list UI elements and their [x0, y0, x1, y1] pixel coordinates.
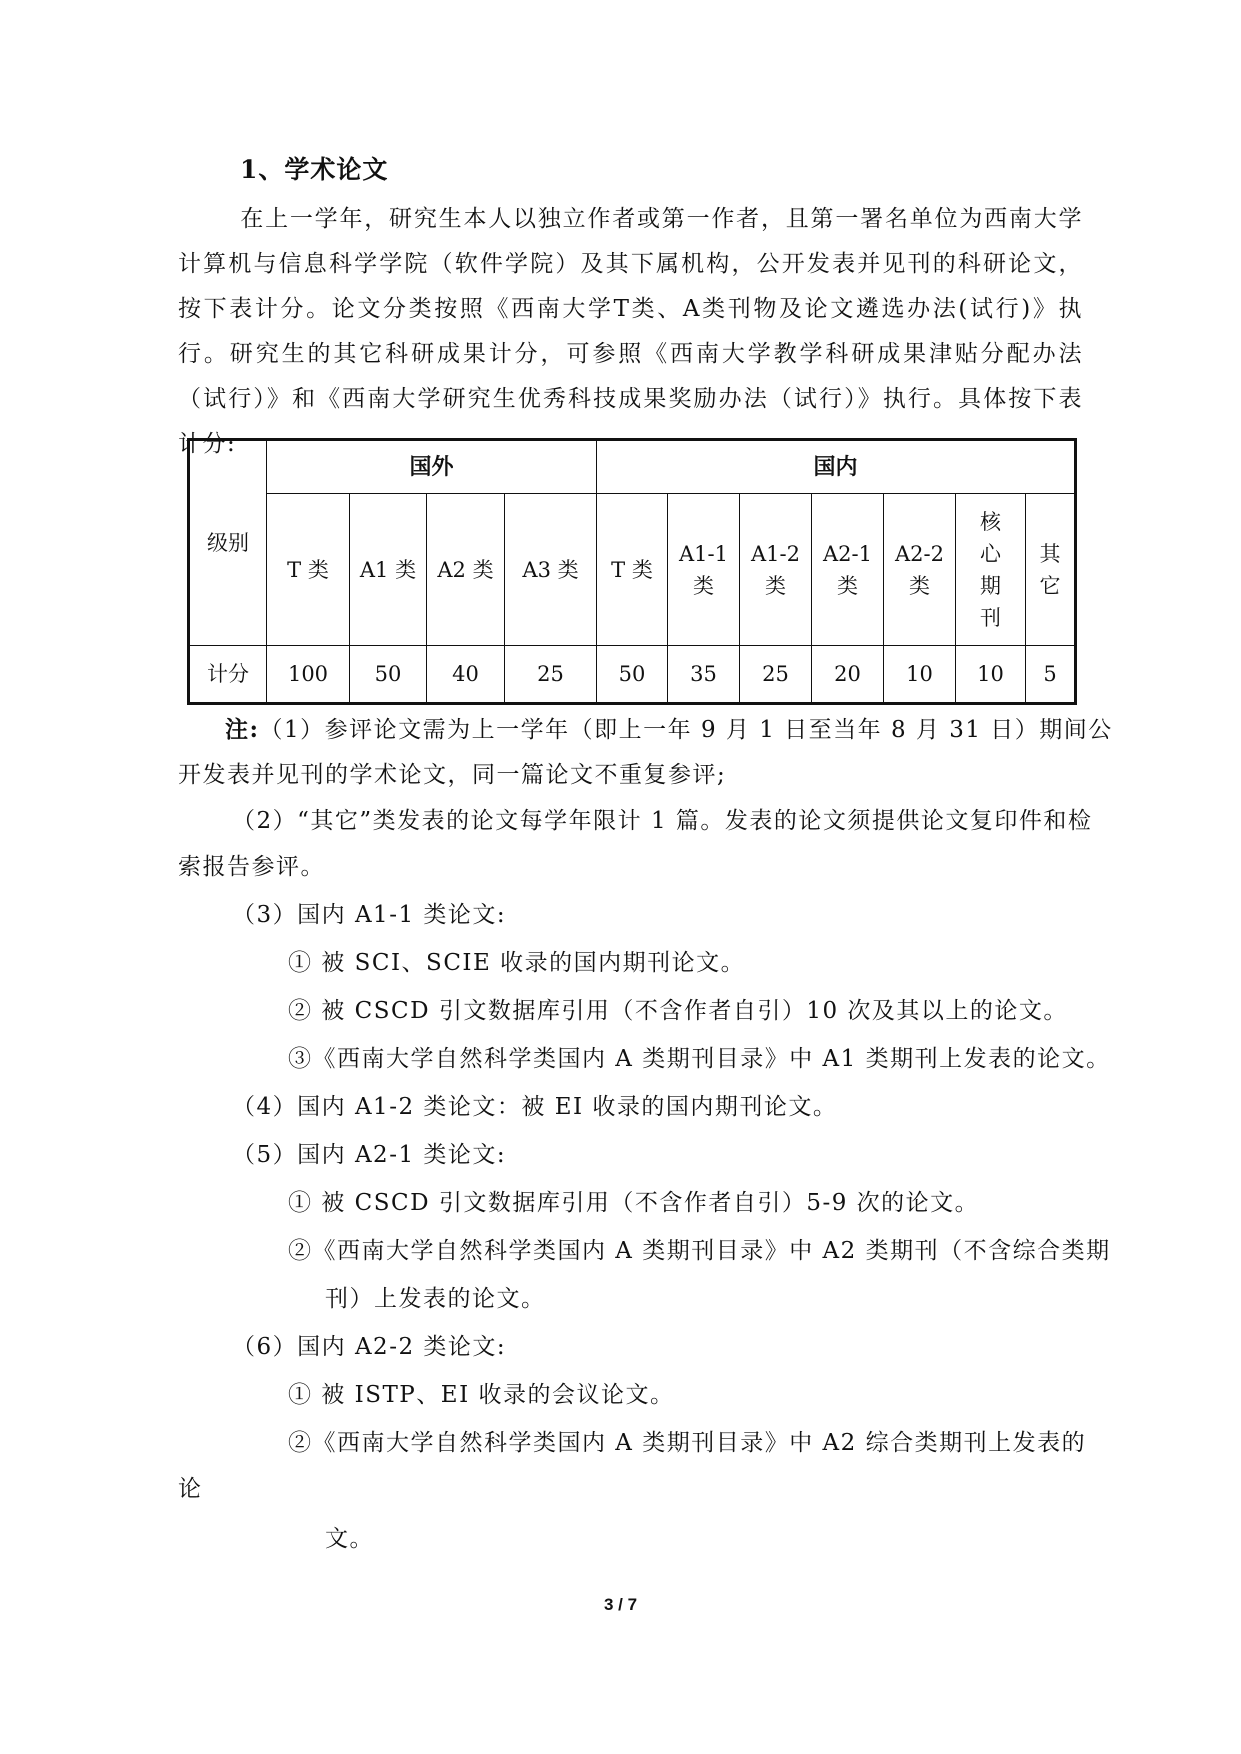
note-5-item-b: ②《西南大学自然科学类国内 A 类期刊目录》中 A2 类期刊（不含综合类期 — [288, 1238, 1111, 1264]
note-3-item-c: ③《西南大学自然科学类国内 A 类期刊目录》中 A1 类期刊上发表的论文。 — [288, 1046, 1111, 1072]
note-1-cont: 开发表并见刊的学术论文，同一篇论文不重复参评; — [178, 762, 727, 788]
table-score-cell: 25 — [740, 646, 812, 704]
note-6: （6）国内 A2-2 类论文: — [232, 1334, 507, 1360]
table-score-cell: 100 — [267, 646, 350, 704]
table-col-header: A2-1类 — [812, 494, 884, 646]
table-score-cell: 10 — [956, 646, 1026, 704]
table-score-cell: 10 — [884, 646, 956, 704]
table-col-header: A1-1类 — [668, 494, 740, 646]
table-score-cell: 5 — [1026, 646, 1076, 704]
table-col-header: A2-2类 — [884, 494, 956, 646]
table-score-cell: 50 — [350, 646, 427, 704]
intro-paragraph — [178, 197, 1083, 467]
table-row-label-score: 计分 — [189, 646, 267, 704]
note-3-item-b: ② 被 CSCD 引文数据库引用（不含作者自引）10 次及其以上的论文。 — [288, 998, 1068, 1024]
table-row-label-level: 级别 — [189, 440, 267, 646]
note-3: （3）国内 A1-1 类论文: — [232, 902, 507, 928]
intro-paragraph-text: 在上一学年，研究生本人以独立作者或第一作者，且第一署名单位为西南大学计算机与信息科学学院（软件学院）及其下属机构，公开发表并见刊的科研论文，按下表计分。论文分类按照《西南大学T类、A类刊物及论文遴选办法(试行)》执行。研究生的其它科研成果计分，可参照《西南大学教学科研成果津贴分配办法（试行）》和《西南大学研究生优秀科技成果奖励办法（试行）》执行。具体按下表计分: — [178, 206, 1083, 457]
table-score-cell: 25 — [505, 646, 597, 704]
table-col-header: T 类 — [597, 494, 668, 646]
note-2: （2）“其它”类发表的论文每学年限计 1 篇。发表的论文须提供论文复印件和检 — [232, 808, 1093, 834]
note-6-item-b: ②《西南大学自然科学类国内 A 类期刊目录》中 A2 综合类期刊上发表的 — [288, 1430, 1087, 1456]
table-group-domestic: 国内 — [597, 440, 1076, 494]
table-score-cell: 40 — [427, 646, 505, 704]
page-number: 3 / 7 — [603, 1595, 638, 1614]
note-6-item-b-tail: 论 — [178, 1476, 203, 1502]
note-5-item-b-cont: 刊）上发表的论文。 — [325, 1286, 546, 1312]
table-col-header: A1 类 — [350, 494, 427, 646]
note-5: （5）国内 A2-1 类论文: — [232, 1142, 507, 1168]
table-col-header: A1-2类 — [740, 494, 812, 646]
note-6-item-a: ① 被 ISTP、EI 收录的会议论文。 — [288, 1382, 675, 1408]
note-4: （4）国内 A1-2 类论文：被 EI 收录的国内期刊论文。 — [232, 1094, 838, 1120]
table-group-foreign: 国外 — [267, 440, 597, 494]
score-table — [187, 438, 1077, 705]
note-2-cont: 索报告参评。 — [178, 854, 325, 880]
note-label: 注: — [225, 716, 260, 743]
table-score-cell: 50 — [597, 646, 668, 704]
note-3-item-a: ① 被 SCI、SCIE 收录的国内期刊论文。 — [288, 950, 746, 976]
note-1-text: （1）参评论文需为上一学年（即上一年 9 月 1 日至当年 8 月 31 日）期间公 — [259, 717, 1113, 743]
note-6-item-b-cont: 文。 — [325, 1526, 374, 1552]
table-col-header: A2 类 — [427, 494, 505, 646]
table-score-cell: 20 — [812, 646, 884, 704]
table-col-header: 核心期刊 — [956, 494, 1026, 646]
table-col-header: 其它 — [1026, 494, 1076, 646]
note-1 — [225, 707, 1113, 753]
section-heading: 1、学术论文 — [240, 155, 389, 184]
table-col-header: A3 类 — [505, 494, 597, 646]
table-col-header: T 类 — [267, 494, 350, 646]
table-score-cell: 35 — [668, 646, 740, 704]
note-5-item-a: ① 被 CSCD 引文数据库引用（不含作者自引）5-9 次的论文。 — [288, 1190, 980, 1216]
